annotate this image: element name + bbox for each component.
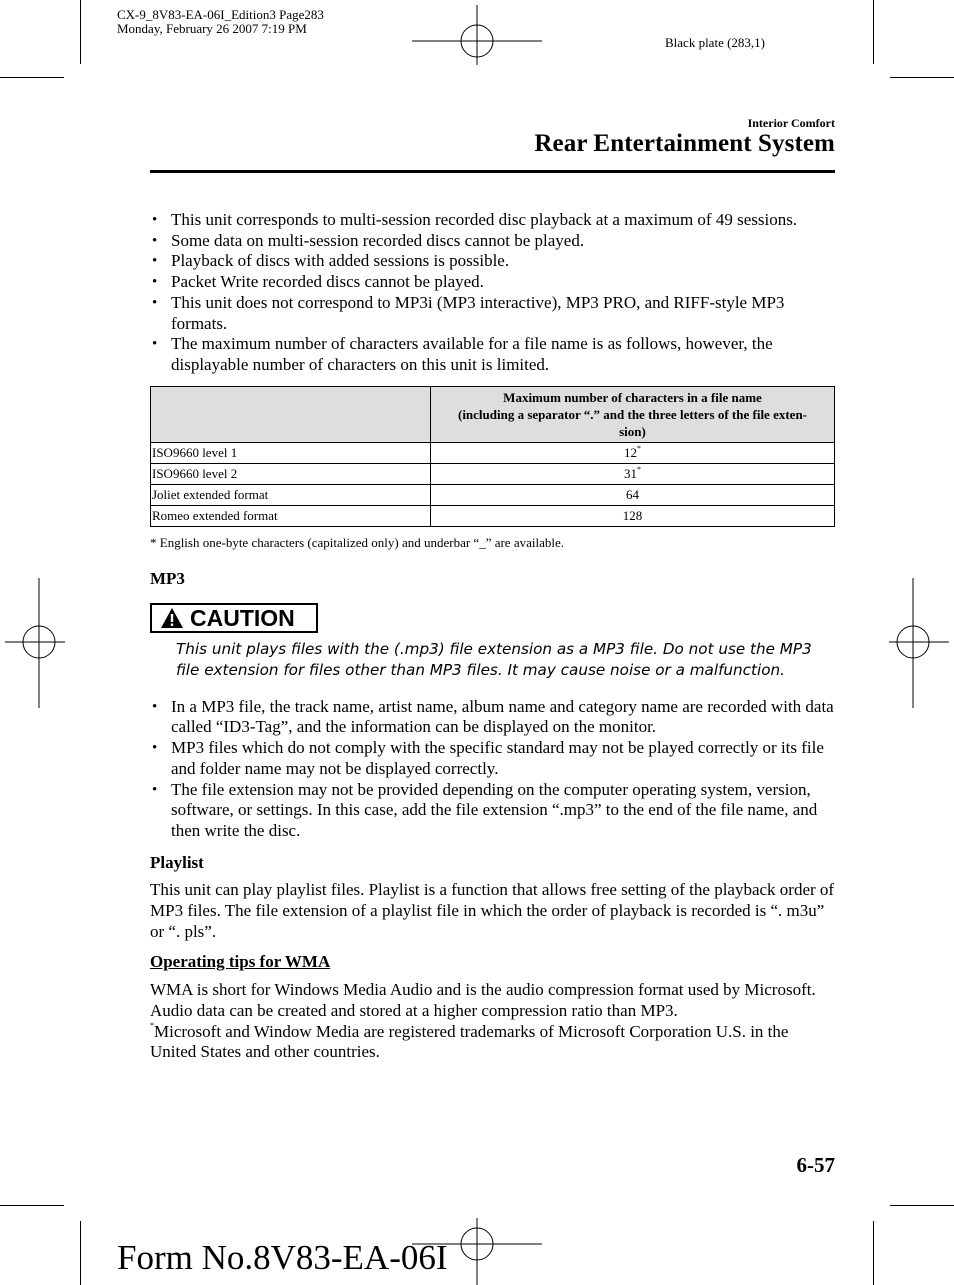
mp3-heading: MP3 [150, 569, 185, 589]
list-item: • Some data on multi-session recorded discs cannot be played. [150, 231, 836, 252]
doc-id: CX-9_8V83-EA-06I_Edition3 Page283 [117, 7, 324, 22]
wma-heading: Operating tips for WMA [150, 952, 331, 972]
title-rule [150, 170, 835, 173]
list-item: • This unit corresponds to multi-session recorded disc playback at a maximum of 49 sessions. [150, 210, 836, 231]
caution-text: This unit plays files with the (.mp3) file extension as a MP3 file. Do not use the MP3 file extension for files other than MP3 files. It may cause noise or a malfunction. [176, 639, 812, 679]
wma-text: WMA is short for Windows Media Audio and is the audio compression format used by Microsoft. [150, 980, 816, 1000]
list-item: • MP3 files which do not comply with the specific standard may not be played correctly or its file and folder name may not be displayed correctly. [150, 738, 836, 779]
list-item: • In a MP3 file, the track name, artist name, album name and category name are recorded with data called “ID3-Tag”, and the information can be displayed on the monitor. [150, 697, 836, 738]
playlist-heading: Playlist [150, 852, 204, 872]
intro-bullet-list [150, 210, 836, 376]
registration-target-right [889, 578, 949, 708]
wma-compression-text: Audio data can be created and stored at a higher compression ratio than MP3. [150, 1000, 678, 1020]
playlist-text: This unit can play playlist files. Playlist is a function that allows free setting of the playback order of MP3 files. The file extension of a playlist file in which the order of playback is recorded is “. m3u” or “. pls”. [150, 880, 835, 941]
table-cell-value: 12* [431, 442, 835, 463]
mp3-bullet-list [150, 697, 836, 842]
registration-target-left [5, 578, 65, 708]
trademark-note: *Microsoft and Window Media are registered trademarks of Microsoft Corporation U.S. in the United States and other countries. [150, 1020, 789, 1062]
list-item: • This unit does not correspond to MP3i (MP3 interactive), MP3 PRO, and RIFF-style MP3 formats. [150, 293, 836, 334]
page-title: Rear Entertainment System [534, 130, 835, 157]
table-cell-format: ISO9660 level 1 [151, 442, 431, 463]
table-row [151, 505, 835, 526]
list-item: • The maximum number of characters available for a file name is as follows, however, the displayable number of characters on this unit is limited. [150, 334, 836, 375]
list-item: • Packet Write recorded discs cannot be played. [150, 272, 836, 293]
table-header-row [151, 386, 835, 442]
filename-length-table [150, 386, 835, 527]
list-item: • Playback of discs with added sessions is possible. [150, 251, 836, 272]
table-cell-format: ISO9660 level 2 [151, 463, 431, 484]
table-cell-value: 31* [431, 463, 835, 484]
caution-badge [150, 603, 318, 633]
print-timestamp: Monday, February 26 2007 7:19 PM [117, 21, 307, 36]
caution-label: CAUTION [190, 604, 295, 631]
form-number: Form No.8V83-EA-06I [117, 1238, 448, 1277]
table-header-max-chars: Maximum number of characters in a file name (including a separator “.” and the three letters of the file exten- sion) [431, 386, 835, 442]
warning-icon [160, 607, 184, 629]
table-header-empty [151, 386, 431, 442]
registration-target-top [412, 5, 542, 65]
table-cell-value: 128 [431, 505, 835, 526]
table-row [151, 463, 835, 484]
table-cell-format: Romeo extended format [151, 505, 431, 526]
page-number: 6-57 [796, 1153, 835, 1177]
table-footnote: * English one-byte characters (capitalized only) and underbar “_” are available. [150, 534, 564, 550]
table-row [151, 484, 835, 505]
table-cell-value: 64 [431, 484, 835, 505]
print-meta [117, 8, 324, 36]
plate-label: Black plate (283,1) [665, 35, 765, 50]
list-item: • The file extension may not be provided depending on the computer operating system, version, software, or settings. In this case, add the file extension “.mp3” to the end of the file name, and then write the disc. [150, 780, 836, 842]
table-cell-format: Joliet extended format [151, 484, 431, 505]
section-label: Interior Comfort [747, 116, 835, 130]
table-row [151, 442, 835, 463]
main-content [150, 210, 836, 1063]
